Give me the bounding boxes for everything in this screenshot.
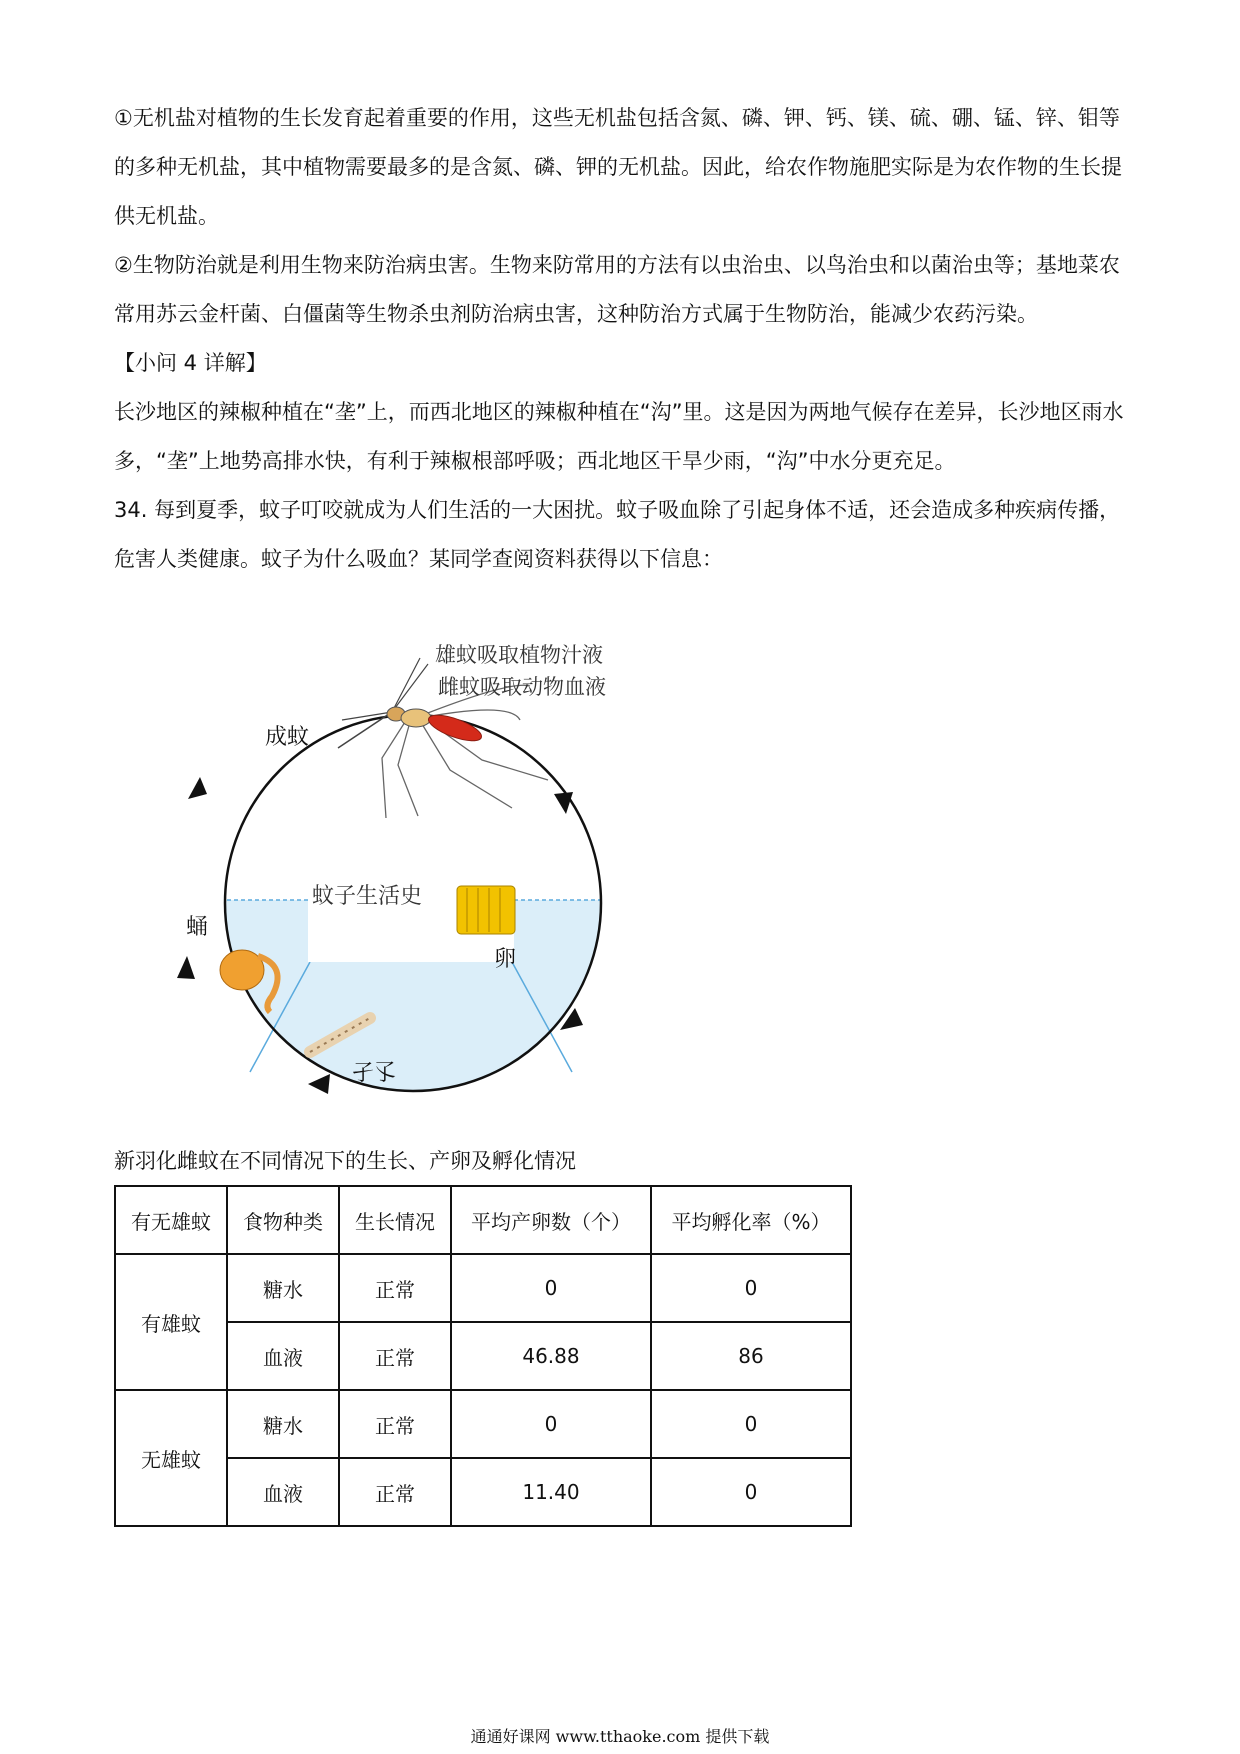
table-caption: 新羽化雌蚊在不同情况下的生长、产卵及孵化情况 bbox=[114, 1149, 576, 1173]
arrow-icon bbox=[554, 792, 573, 814]
eggs-cell: 0 bbox=[451, 1254, 651, 1322]
hatch-cell: 0 bbox=[651, 1390, 851, 1458]
food-cell: 血液 bbox=[227, 1458, 339, 1526]
note-female: 雌蚊吸取动物血液 bbox=[438, 676, 606, 699]
arrow-icon bbox=[308, 1074, 330, 1094]
eggs-cell: 11.40 bbox=[451, 1458, 651, 1526]
arrow-icon bbox=[177, 956, 195, 979]
question-34: 34. 每到夏季，蚊子叮咬就成为人们生活的一大困扰。蚊子吸血除了引起身体不适，还会造成多种疾病传播，危害人类健康。蚊子为什么吸血？某同学查阅资料获得以下信息： bbox=[114, 498, 1121, 571]
growth-cell: 正常 bbox=[339, 1322, 451, 1390]
header-cell: 生长情况 bbox=[339, 1186, 451, 1254]
section-heading: 【小问 4 详解】 bbox=[114, 351, 267, 375]
hatch-cell: 0 bbox=[651, 1254, 851, 1322]
group-label: 有雄蚊 bbox=[115, 1254, 227, 1390]
table-header-row bbox=[115, 1186, 851, 1254]
table-row bbox=[115, 1254, 851, 1322]
growth-cell: 正常 bbox=[339, 1390, 451, 1458]
growth-cell: 正常 bbox=[339, 1458, 451, 1526]
hatch-cell: 86 bbox=[651, 1322, 851, 1390]
label-egg: 卵 bbox=[494, 946, 517, 971]
food-cell: 糖水 bbox=[227, 1254, 339, 1322]
group-label: 无雄蚊 bbox=[115, 1390, 227, 1526]
data-table bbox=[114, 1185, 852, 1527]
label-larva: 孑孓 bbox=[352, 1060, 397, 1085]
egg-cluster-icon bbox=[457, 886, 515, 934]
paragraph-fertilizer: ①无机盐对植物的生长发育起着重要的作用，这些无机盐包括含氮、磷、钾、钙、镁、硫、硼、锰、锌、钼等的多种无机盐，其中植物需要最多的是含氮、磷、钾的无机盐。因此，给农作物施肥实际是为农作物的生长提供无机盐。 bbox=[114, 106, 1122, 228]
header-cell: 食物种类 bbox=[227, 1186, 339, 1254]
header-cell: 平均产卵数（个） bbox=[451, 1186, 651, 1254]
page-footer: 通通好课网 www.tthaoke.com 提供下载 bbox=[470, 1727, 770, 1746]
eggs-cell: 46.88 bbox=[451, 1322, 651, 1390]
header-cell: 平均孵化率（%） bbox=[651, 1186, 851, 1254]
paragraph-biocontrol: ②生物防治就是利用生物来防治病虫害。生物来防常用的方法有以虫治虫、以鸟治虫和以菌治虫等；基地菜农常用苏云金杆菌、白僵菌等生物杀虫剂防治病虫害，这种防治方式属于生物防治，能减少农药污染。 bbox=[114, 253, 1120, 326]
eggs-cell: 0 bbox=[451, 1390, 651, 1458]
mosquito-life-cycle-diagram bbox=[160, 640, 720, 1110]
arrow-icon bbox=[188, 777, 207, 799]
label-pupa: 蛹 bbox=[186, 914, 209, 939]
hatch-cell: 0 bbox=[651, 1458, 851, 1526]
paragraph-pepper: 长沙地区的辣椒种植在“垄”上，而西北地区的辣椒种植在“沟”里。这是因为两地气候存在差异，长沙地区雨水多，“垄”上地势高排水快，有利于辣椒根部呼吸；西北地区干旱少雨，“沟”中水分更充足。 bbox=[114, 400, 1124, 473]
growth-cell: 正常 bbox=[339, 1254, 451, 1322]
food-cell: 血液 bbox=[227, 1322, 339, 1390]
table-row bbox=[115, 1390, 851, 1458]
label-life-cycle: 蚊子生活史 bbox=[312, 883, 423, 908]
food-cell: 糖水 bbox=[227, 1390, 339, 1458]
label-adult: 成蚊 bbox=[265, 724, 310, 749]
note-male: 雄蚊吸取植物汁液 bbox=[435, 644, 603, 667]
header-cell: 有无雄蚊 bbox=[115, 1186, 227, 1254]
